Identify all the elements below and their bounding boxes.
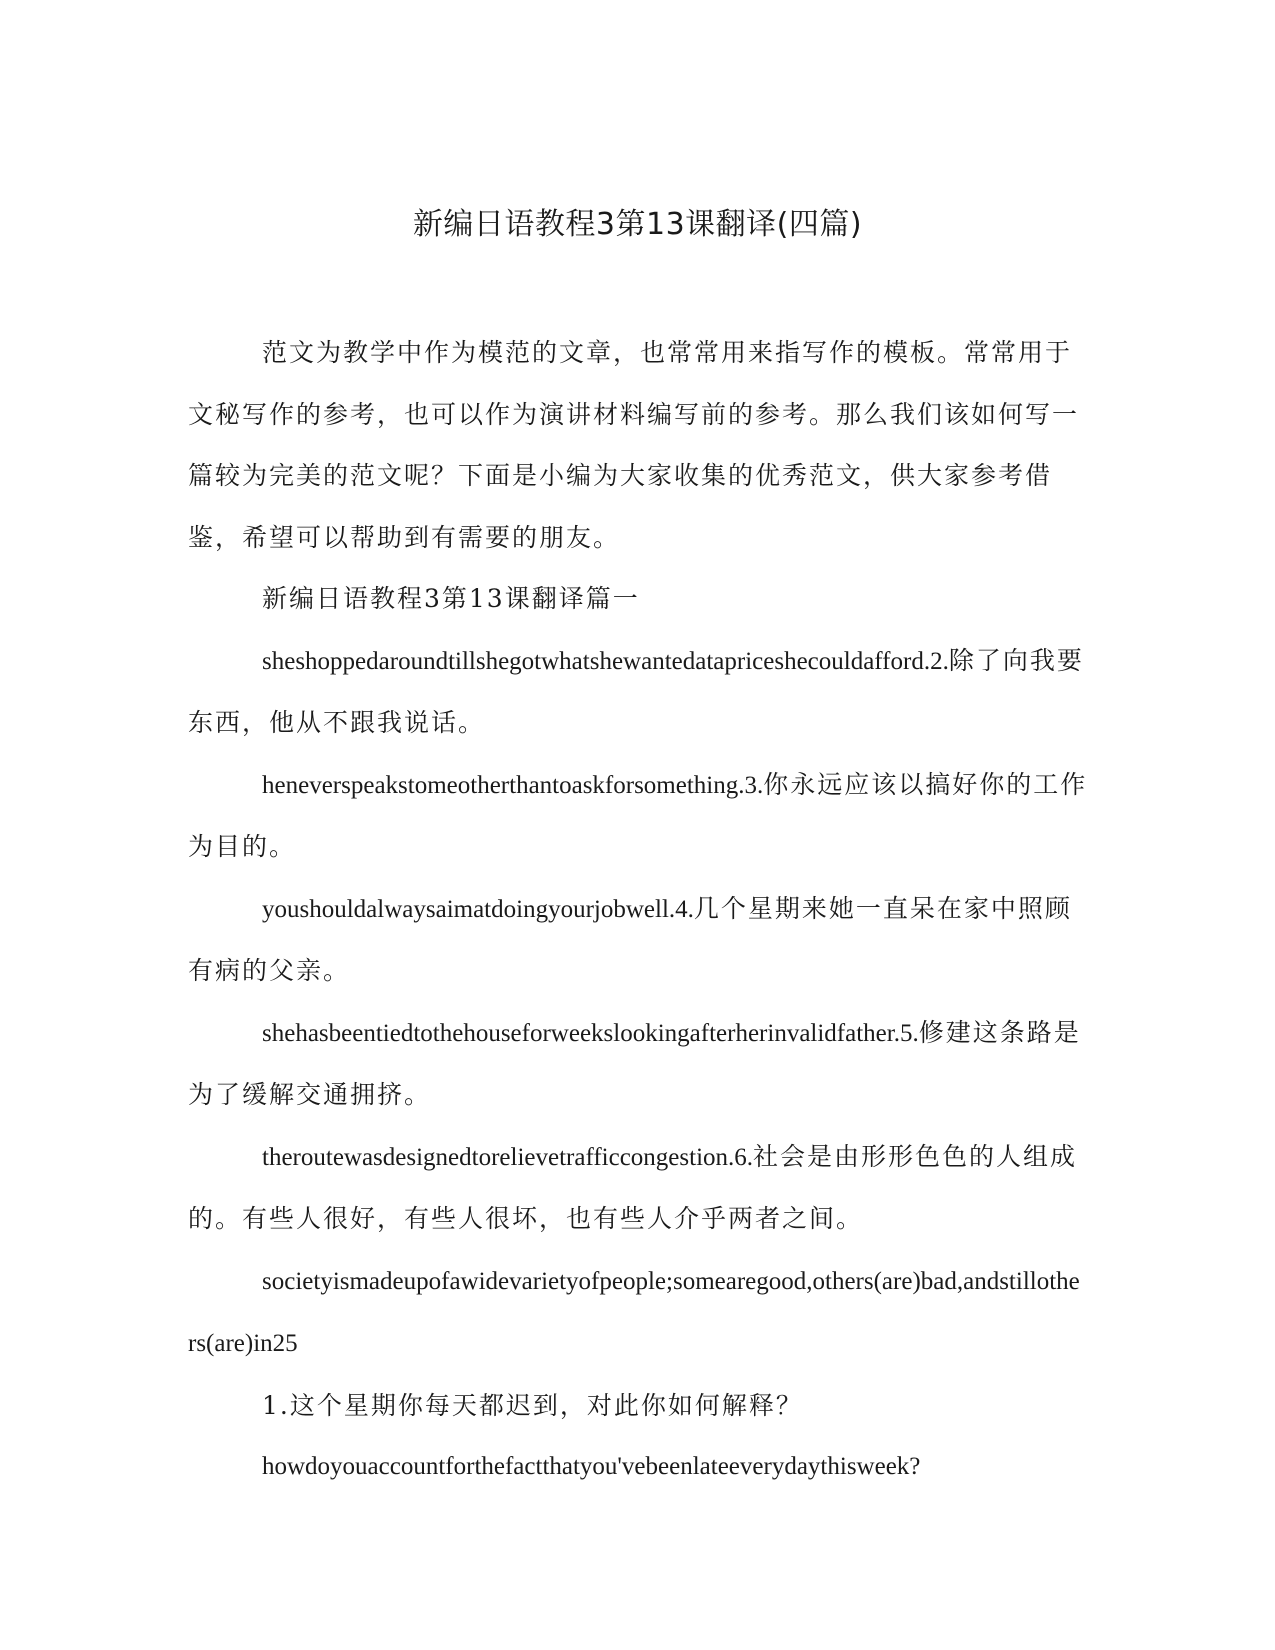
chinese-sentence: 你永远应该以搞好你的工作为目的。	[188, 769, 1088, 861]
translation-paragraph-6	[188, 1250, 1088, 1375]
chinese-sentence: 社会是由形形色色的人组成的。有些人很好，有些人很坏，也有些人介乎两者之间。	[188, 1141, 1078, 1233]
chinese-sentence: 修建这条路是为了缓解交通拥挤。	[188, 1017, 1081, 1109]
translation-paragraph-4	[188, 1002, 1088, 1126]
translation-paragraph-1	[188, 630, 1088, 754]
translation-paragraph-5	[188, 1126, 1088, 1250]
translation-paragraph-3	[188, 878, 1088, 1002]
translation-paragraph-2	[188, 754, 1088, 878]
section-heading: 新编日语教程3第13课翻译篇一	[262, 584, 640, 613]
english-sentence: sheshoppedaroundtillshegotwhatshewantedatapriceshecouldafford.2.	[262, 647, 949, 675]
english-sentence: heneverspeakstomeotherthantoaskforsomething.3.	[262, 771, 764, 799]
chinese-sentence: 几个星期来她一直呆在家中照顾有病的父亲。	[188, 893, 1072, 985]
intro-paragraph: 范文为教学中作为模范的文章，也常常用来指写作的模板。常常用于文秘写作的参考，也可以作为演讲材料编写前的参考。那么我们该如何写一篇较为完美的范文呢？下面是小编为大家收集的优秀范文，供大家参考借鉴，希望可以帮助到有需要的朋友。	[188, 338, 1080, 552]
document-title: 新编日语教程3第13课翻译(四篇)	[412, 207, 863, 242]
chinese-sentence: 除了向我要东西，他从不跟我说话。	[188, 645, 1084, 737]
document-body	[188, 322, 1088, 1498]
question-chinese: 1.这个星期你每天都迟到，对此你如何解释？	[262, 1390, 803, 1420]
english-sentence: shehasbeentiedtothehouseforweekslookingafterherinvalidfather.5.	[262, 1019, 919, 1047]
english-sentence: theroutewasdesignedtorelievetrafficcongestion.6.	[262, 1143, 754, 1171]
english-sentence: youshouldalwaysaimatdoingyourjobwell.4.	[262, 895, 694, 923]
question-english: howdoyouaccountforthefactthatyou'vebeenlateeverydaythisweek?	[262, 1453, 921, 1480]
english-sentence: societyismadeupofawidevarietyofpeople;somearegood,others(are)bad,andstillothers(are)in25	[188, 1267, 1080, 1357]
